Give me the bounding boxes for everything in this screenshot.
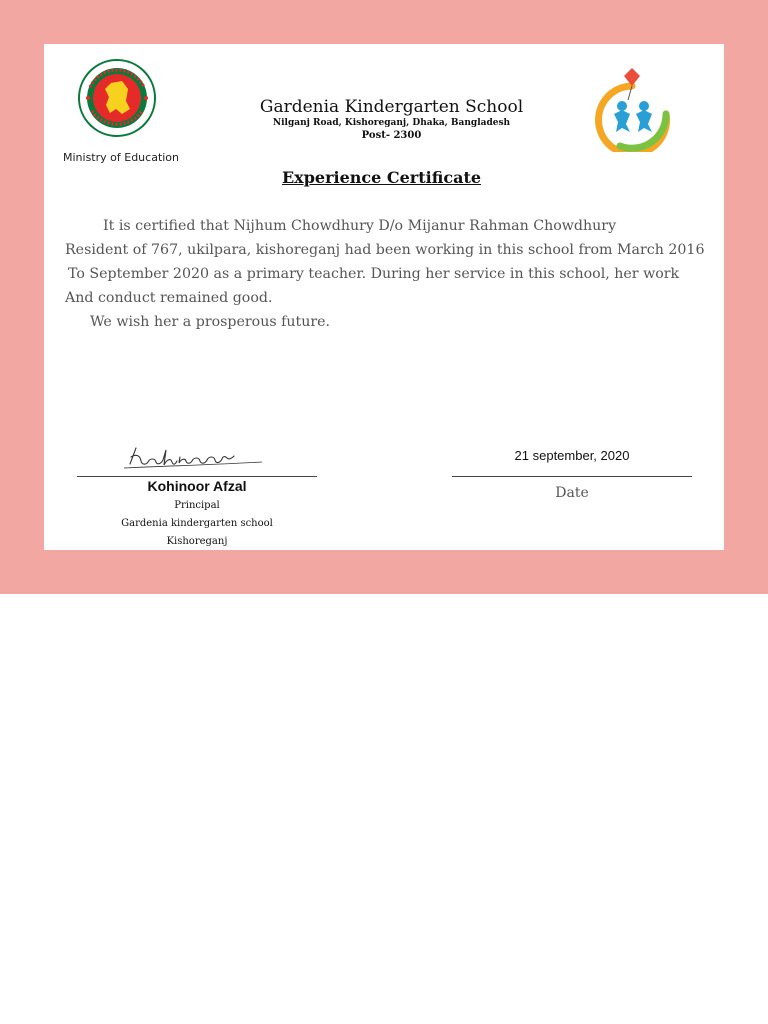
date-label: Date [555, 485, 589, 501]
school-address: Nilganj Road, Kishoreganj, Dhaka, Bangladesh [272, 118, 511, 128]
school-logo [592, 66, 672, 152]
signer-institution: Gardenia kindergarten school [121, 518, 273, 529]
school-post: Post- 2300 [361, 130, 422, 141]
certificate-paper [44, 44, 724, 550]
date-line [452, 476, 692, 477]
signer-name: Kohinoor Afzal [147, 478, 247, 494]
kids-kite-logo-icon [592, 66, 672, 152]
certificate-body-line: To September 2020 as a primary teacher. During her service in this school, her work [68, 266, 680, 282]
certificate-body-line: Resident of 767, ukilpara, kishoreganj had been working in this school from March 2016 [65, 242, 705, 258]
certificate-body-line: And conduct remained good. [65, 290, 273, 306]
ministry-logo [57, 57, 180, 164]
signature-image [122, 440, 272, 472]
date-value: 21 september, 2020 [514, 448, 630, 463]
signer-designation: Principal [174, 500, 220, 511]
signature-line [77, 476, 317, 477]
signer-location: Kishoreganj [166, 536, 228, 547]
certificate-title: Experience Certificate [281, 168, 482, 187]
certificate-body-line: It is certified that Nijhum Chowdhury D/o Mijanur Rahman Chowdhury [103, 218, 617, 234]
certificate-body-line: We wish her a prosperous future. [90, 314, 331, 330]
school-name: Gardenia Kindergarten School [259, 97, 524, 117]
bangladesh-emblem-icon [76, 57, 158, 139]
ministry-caption: Ministry of Education [63, 151, 180, 164]
